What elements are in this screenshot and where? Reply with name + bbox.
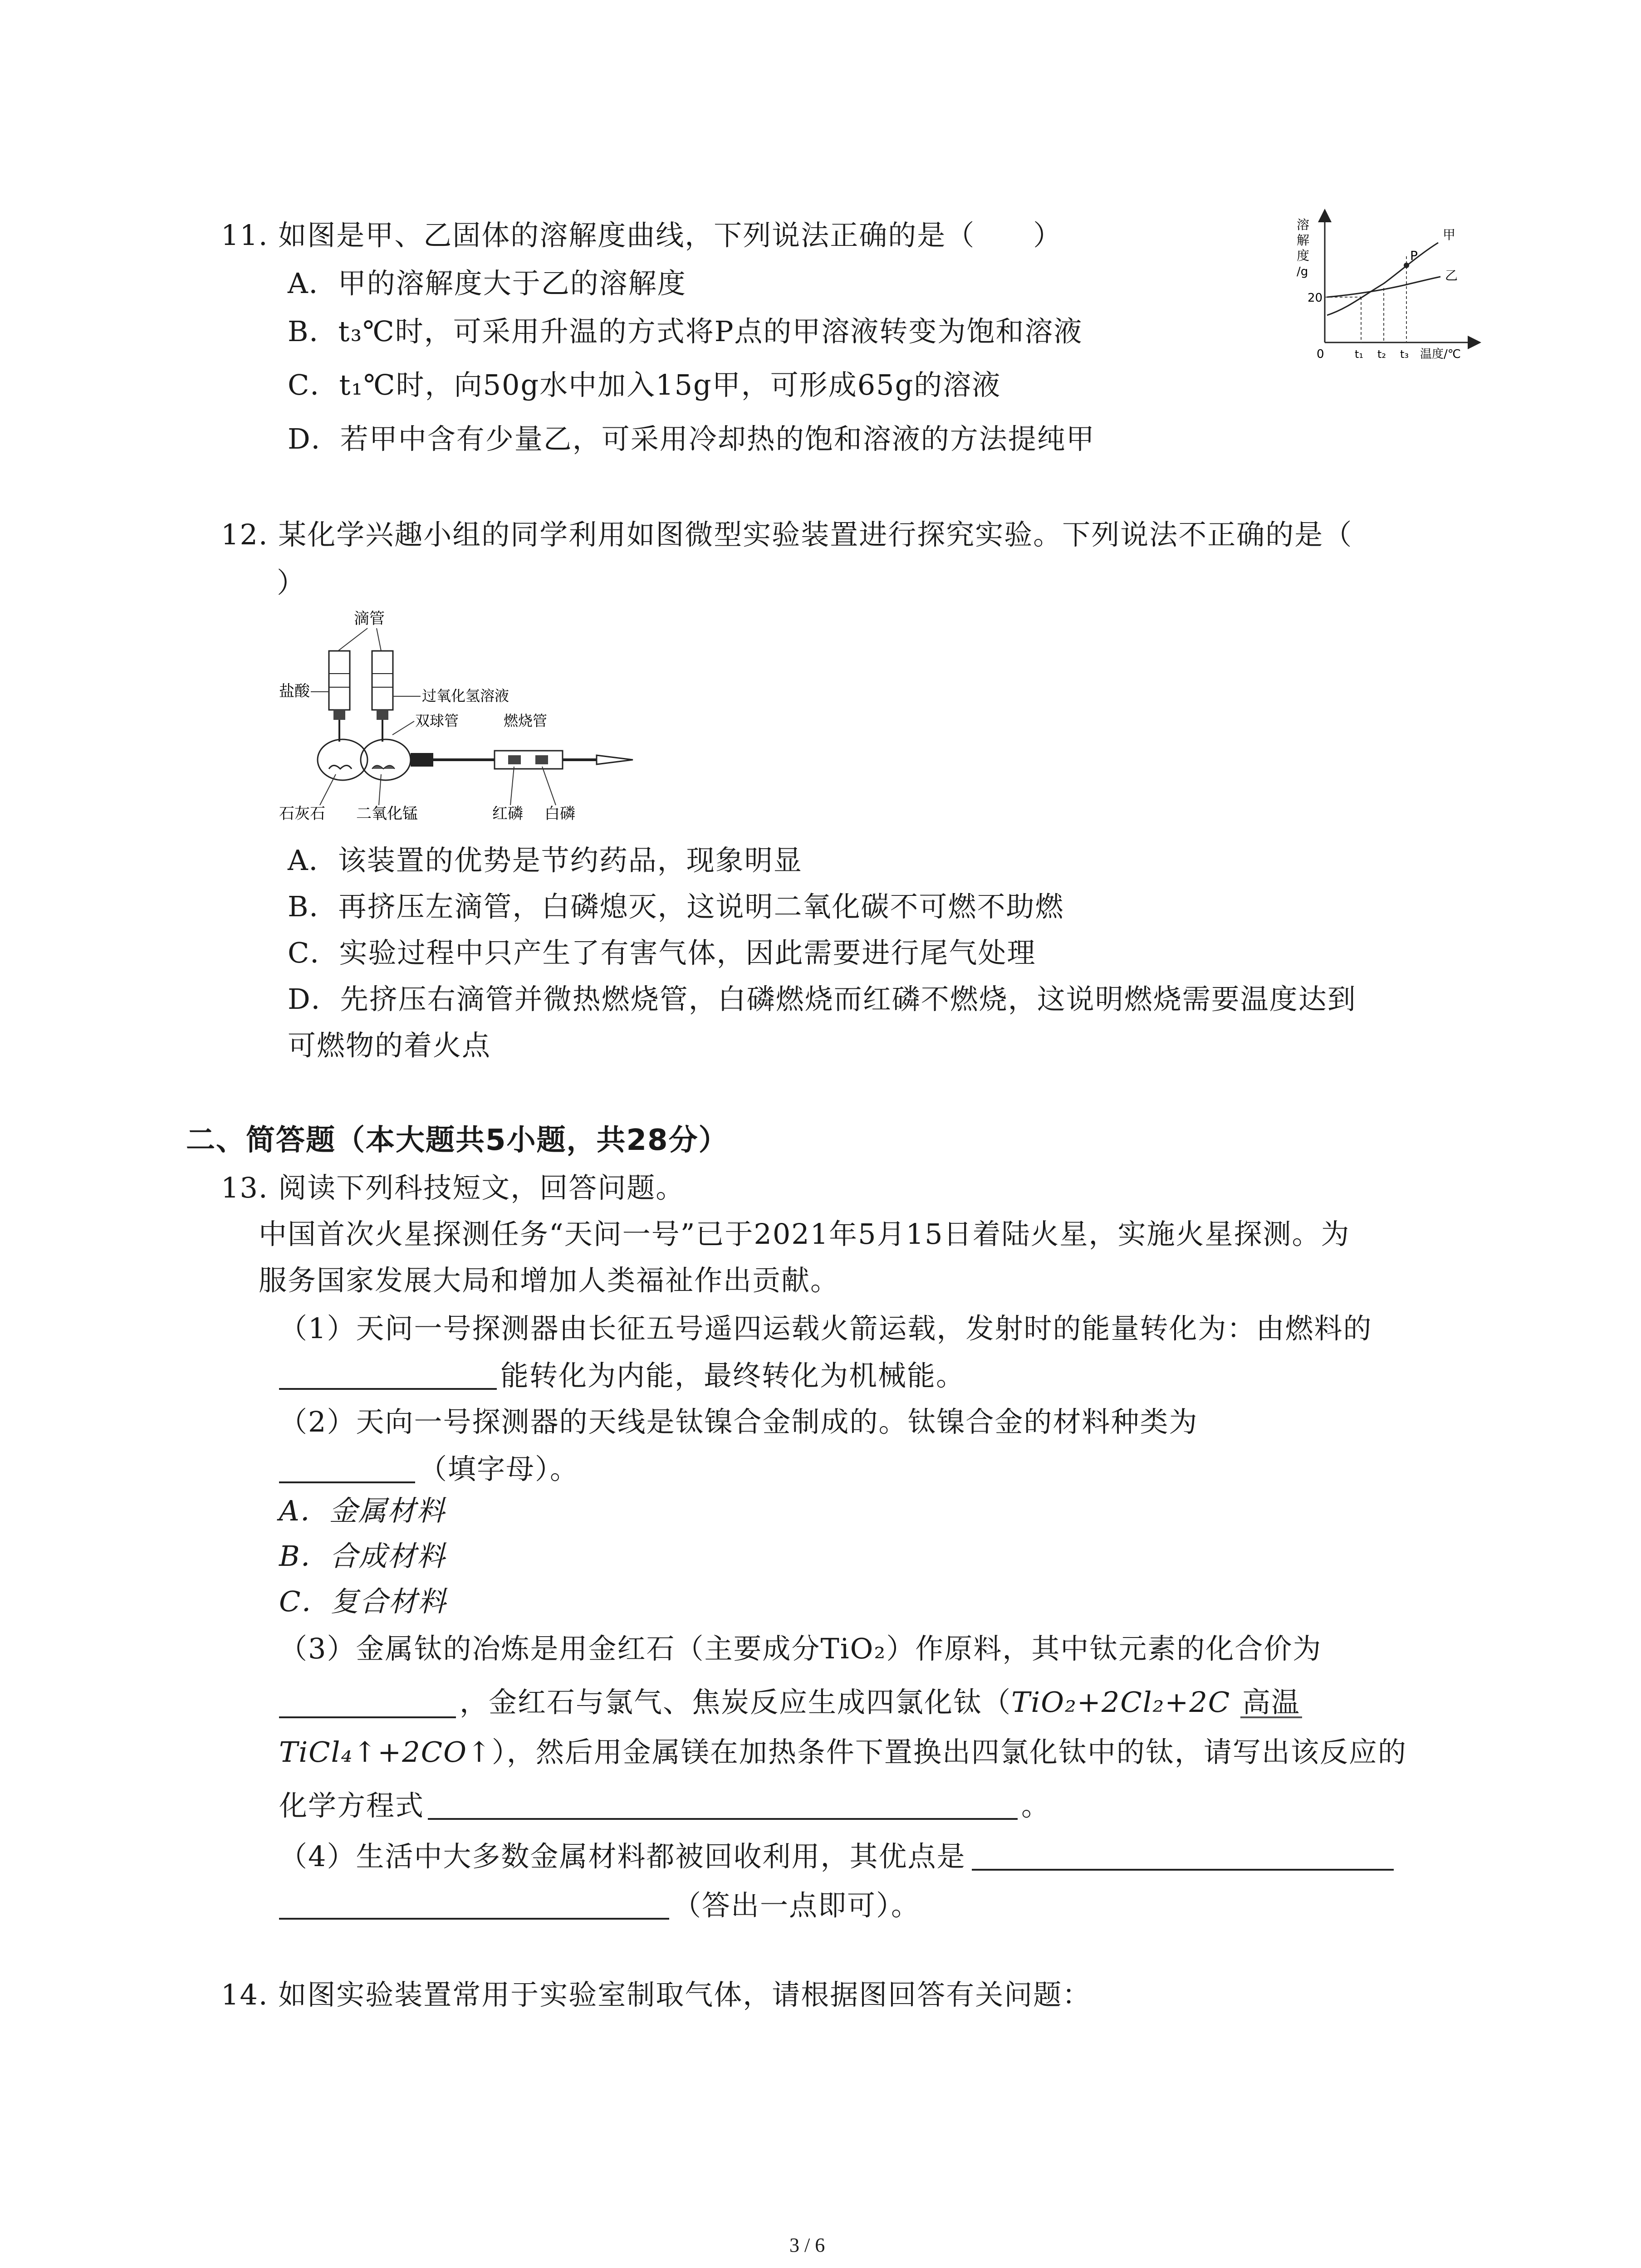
label-mno2: 二氧化锰 — [356, 805, 418, 823]
label-peroxide: 过氧化氢溶液 — [422, 687, 509, 704]
q12-option-a: A．该装置的优势是节约药品，现象明显 — [288, 844, 803, 877]
q11-stem: 11. 如图是甲、乙固体的溶解度曲线，下列说法正确的是（ ） — [221, 219, 1063, 252]
solubility-graph — [1284, 206, 1502, 361]
q12-option-d: D．先挤压右滴管并微热燃烧管，白磷燃烧而红磷不燃烧，这说明燃烧需要温度达到 — [288, 982, 1357, 1016]
q14-stem: 14. 如图实验装置常用于实验室制取气体，请根据图回答有关问题： — [221, 1978, 1092, 2011]
answer-blank-2[interactable] — [279, 1453, 415, 1483]
q12-stem-line2: ） — [277, 566, 306, 599]
y-label-3: 度 — [1297, 248, 1310, 263]
reaction-condition: 高温 — [1240, 1688, 1302, 1718]
q13-option-c: C．复合材料 — [279, 1585, 447, 1618]
q12-option-d-cont: 可燃物的着火点 — [288, 1029, 491, 1062]
page-number: 3 / 6 — [789, 2234, 825, 2256]
answer-blank-4[interactable] — [428, 1790, 1018, 1820]
q12-option-c: C．实验过程中只产生了有害气体，因此需要进行尾气处理 — [288, 936, 1036, 969]
q13-option-b: B．合成材料 — [279, 1540, 446, 1573]
q13-passage-line2: 服务国家发展大局和增加人类福祉作出贡献。 — [259, 1264, 840, 1297]
x-axis-label: 温度/℃ — [1420, 347, 1461, 361]
y-label-2: 解 — [1297, 233, 1310, 248]
q13-part1-line1: （1）天问一号探测器由长征五号遥四运载火箭运载，发射时的能量转化为：由燃料的 — [279, 1312, 1372, 1345]
y-label-4: /g — [1297, 265, 1308, 279]
x-tick-t1: t₁ — [1355, 348, 1364, 361]
q13-part4-line1: （4）生活中大多数金属材料都被回收利用，其优点是 — [279, 1841, 1397, 1871]
label-acid: 盐酸 — [279, 682, 310, 700]
q13-part3-line4: 化学方程式 。 — [279, 1789, 1051, 1822]
label-combustion-tube: 燃烧管 — [504, 712, 548, 729]
q12-stem-line1: 12. 某化学兴趣小组的同学利用如图微型实验装置进行探究实验。下列说法不正确的是（ — [221, 518, 1353, 551]
q13-part2-line1: （2）天向一号探测器的天线是钛镍合金制成的。钛镍合金的材料种类为 — [279, 1405, 1198, 1438]
label-red-p: 红磷 — [492, 805, 523, 823]
q13-option-a: A．金属材料 — [279, 1494, 446, 1527]
label-double-tube: 双球管 — [415, 712, 459, 729]
q13-part4-line2: （答出一点即可）。 — [279, 1890, 920, 1920]
equation-products: TiCl₄↑+2CO↑ — [279, 1735, 492, 1769]
q11-option-d: D．若甲中含有少量乙，可采用冷却热的饱和溶液的方法提纯甲 — [288, 422, 1095, 455]
curve-jia-label: 甲 — [1443, 227, 1456, 242]
section-heading: 二、简答题（本大题共5小题，共28分） — [186, 1124, 729, 1157]
q13-passage-line1: 中国首次火星探测任务“天问一号”已于2021年5月15日着陆火星，实施火星探测。为 — [259, 1217, 1350, 1251]
label-dropper: 滴管 — [354, 610, 385, 628]
label-limestone: 石灰石 — [279, 805, 325, 823]
answer-blank-6[interactable] — [279, 1890, 669, 1920]
q11-option-c: C．t₁℃时，向50g水中加入15g甲，可形成65g的溶液 — [288, 368, 1001, 401]
curve-yi-label: 乙 — [1445, 268, 1458, 283]
curve-jia — [1327, 243, 1438, 315]
answer-blank-3[interactable] — [279, 1688, 456, 1718]
label-white-p: 白磷 — [544, 805, 575, 823]
q11-option-b: B．t₃℃时，可采用升温的方式将P点的甲溶液转变为饱和溶液 — [288, 315, 1083, 348]
answer-blank-1[interactable] — [279, 1360, 497, 1390]
y-label-1: 溶 — [1297, 217, 1310, 232]
q13-stem: 13. 阅读下列科技短文，回答问题。 — [221, 1171, 685, 1204]
x-origin: 0 — [1317, 347, 1324, 361]
q12-option-b: B．再挤压左滴管，白磷熄灭，这说明二氧化碳不可燃不助燃 — [288, 890, 1064, 923]
point-p-label: P — [1410, 248, 1418, 263]
micro-apparatus-diagram — [279, 606, 660, 832]
q13-part3-line1: （3）金属钛的冶炼是用金红石（主要成分TiO₂）作原料，其中钛元素的化合价为 — [279, 1632, 1322, 1665]
x-tick-t3: t₃ — [1400, 348, 1409, 361]
q13-part2-line2: （填字母）。 — [279, 1453, 579, 1483]
q13-part3-line3: TiCl₄↑+2CO↑），然后用金属镁在加热条件下置换出四氯化钛中的钛，请写出该反应的 — [279, 1735, 1407, 1769]
q13-part1-line2: 能转化为内能，最终转化为机械能。 — [279, 1360, 965, 1390]
equation-reactants: TiO₂+2Cl₂+2C — [1011, 1686, 1231, 1719]
answer-blank-5[interactable] — [972, 1841, 1394, 1871]
y-tick-20: 20 — [1308, 291, 1323, 305]
q11-option-a: A．甲的溶解度大于乙的溶解度 — [288, 267, 686, 300]
q13-part3-line2: ，金红石与氯气、焦炭反应生成四氯化钛（TiO₂+2Cl₂+2C 高温 — [279, 1688, 1302, 1718]
point-p — [1404, 263, 1409, 268]
x-tick-t2: t₂ — [1377, 348, 1386, 361]
